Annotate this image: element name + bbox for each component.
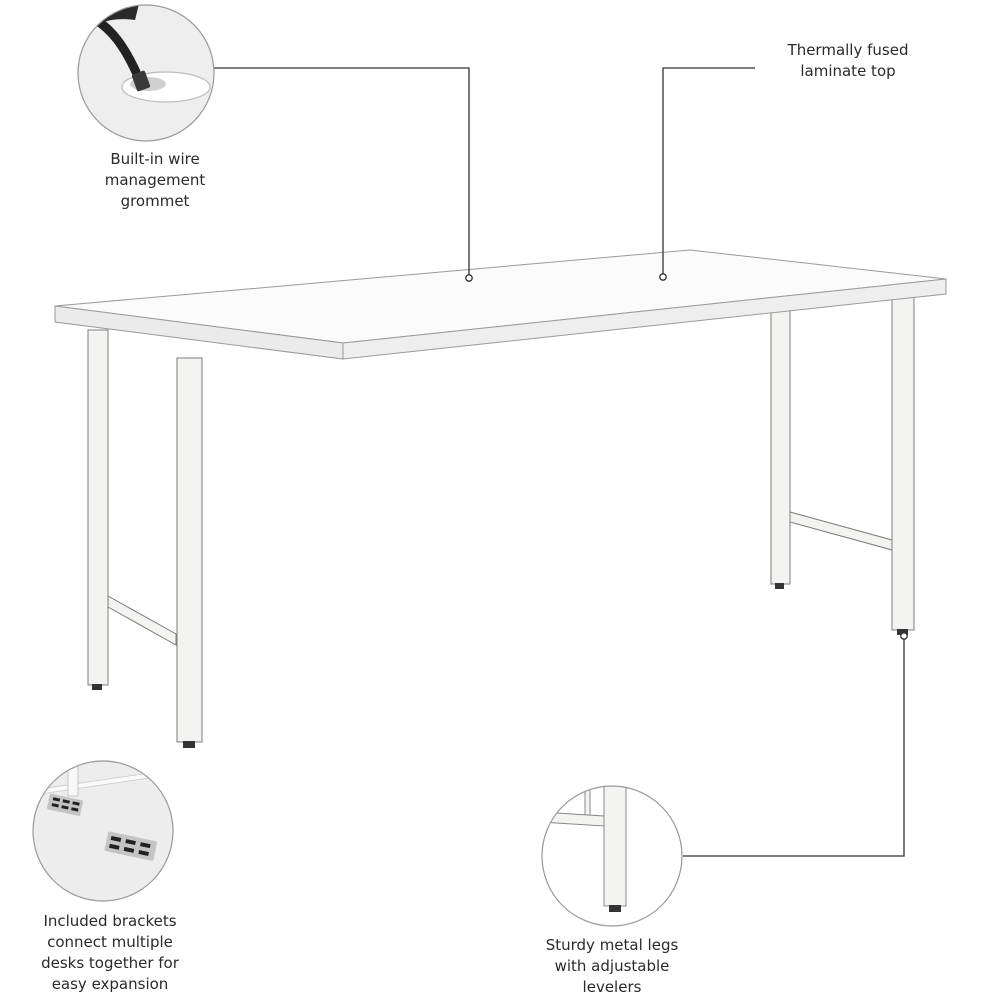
callout-brackets bbox=[5, 911, 215, 995]
callout-line: connect multiple bbox=[47, 933, 173, 951]
desk-leg-front-left bbox=[177, 358, 202, 748]
leader-line-laminate bbox=[660, 68, 755, 280]
callout-line: laminate top bbox=[800, 62, 896, 80]
detail-circle-brackets bbox=[30, 760, 180, 910]
desk-crossbar-left bbox=[108, 596, 176, 645]
callout-line: Sturdy metal legs bbox=[545, 936, 679, 954]
callout-laminate-top bbox=[748, 40, 948, 82]
detail-circle-grommet bbox=[70, 0, 230, 150]
desk-leg-back-right bbox=[771, 306, 790, 589]
detail-circle-legs bbox=[540, 784, 690, 934]
callout-line: with adjustable bbox=[554, 957, 670, 975]
desk bbox=[55, 250, 946, 748]
callout-line: levelers bbox=[582, 978, 642, 996]
leader-line-legs bbox=[683, 633, 907, 856]
callout-line: easy expansion bbox=[51, 975, 169, 993]
desk-crossbar-right bbox=[790, 512, 892, 550]
callout-legs bbox=[512, 935, 712, 998]
callout-line: Included brackets bbox=[43, 912, 177, 930]
desk-leg-front-right bbox=[892, 296, 914, 635]
callout-wire-grommet bbox=[55, 149, 255, 212]
callout-line: Built-in wire bbox=[110, 150, 200, 168]
desk-top bbox=[55, 250, 946, 359]
callout-line: Thermally fused bbox=[787, 41, 909, 59]
callout-line: desks together for bbox=[41, 954, 179, 972]
callout-line: grommet bbox=[120, 192, 190, 210]
desk-leg-back-left bbox=[88, 330, 108, 690]
callout-line: management bbox=[104, 171, 206, 189]
